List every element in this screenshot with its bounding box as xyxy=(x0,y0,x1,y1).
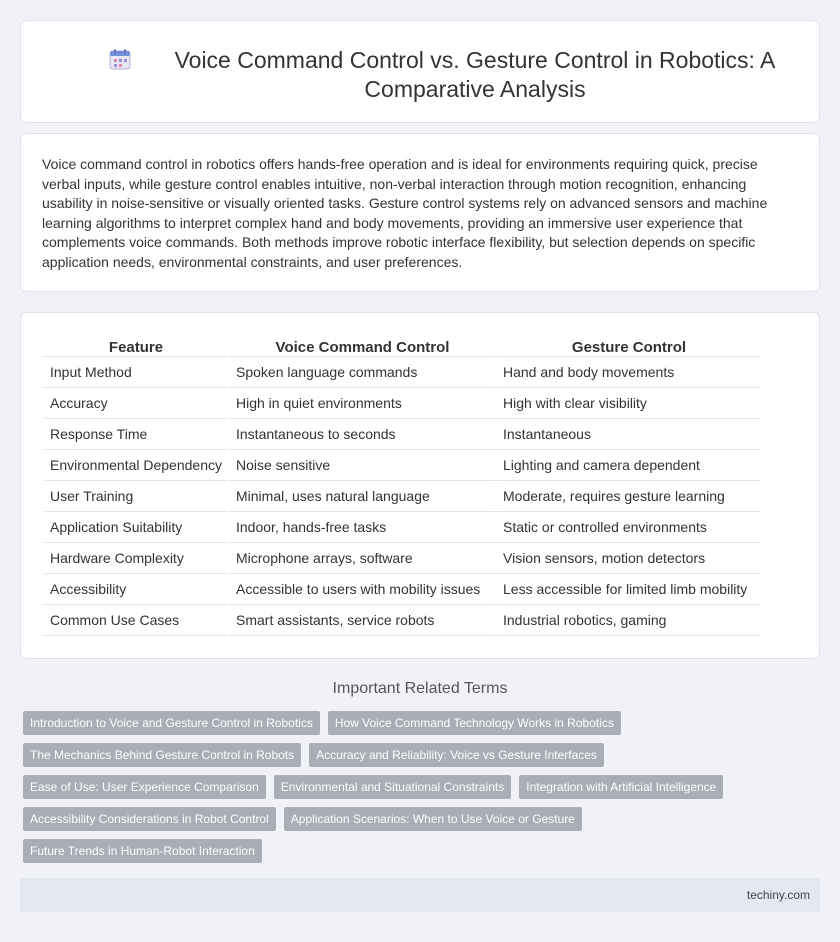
cell-voice: Microphone arrays, software xyxy=(230,543,495,574)
cell-feature: Accessibility xyxy=(44,574,228,605)
intro-paragraph: Voice command control in robotics offers hands-free operation and is ideal for environments requiring quick, precise verbal inputs, while gesture control enables intuitive, non-verbal interaction through motion recognition, enhancing usability in noise-sensitive or visually oriented tasks. Gesture control systems rely on advanced sensors and machine learning algorithms to interpret complex hand and body movements, providing an immersive user experience that complements voice commands. Both methods improve robotic interface flexibility, but selection depends on specific application needs, environmental constraints, and user preferences. xyxy=(42,156,768,270)
table-row xyxy=(44,450,761,481)
cell-gesture: Instantaneous xyxy=(497,419,761,450)
cell-feature: Environmental Dependency xyxy=(44,450,228,481)
related-term-link[interactable]: Ease of Use: User Experience Comparison xyxy=(23,775,266,799)
cell-gesture: Industrial robotics, gaming xyxy=(497,605,761,636)
related-term-link[interactable]: Application Scenarios: When to Use Voice or Gesture xyxy=(284,807,582,831)
cell-gesture: Hand and body movements xyxy=(497,357,761,388)
related-term-link[interactable]: Integration with Artificial Intelligence xyxy=(519,775,723,799)
table-body xyxy=(44,357,761,636)
table-row xyxy=(44,388,761,419)
cell-voice: Indoor, hands-free tasks xyxy=(230,512,495,543)
related-terms-heading: Important Related Terms xyxy=(332,680,508,697)
cell-feature: Response Time xyxy=(44,419,228,450)
cell-feature: User Training xyxy=(44,481,228,512)
cell-feature: Application Suitability xyxy=(44,512,228,543)
cell-feature: Input Method xyxy=(44,357,228,388)
table-header-row xyxy=(44,334,761,357)
cell-voice: Smart assistants, service robots xyxy=(230,605,495,636)
table-row xyxy=(44,605,761,636)
column-header-voice: Voice Command Control xyxy=(230,334,495,357)
column-header-feature: Feature xyxy=(44,334,228,357)
cell-voice: Spoken language commands xyxy=(230,357,495,388)
page-title: Voice Command Control vs. Gesture Control in Robotics: A Comparative Analysis xyxy=(174,47,776,102)
table-row xyxy=(44,574,761,605)
cell-gesture: Vision sensors, motion detectors xyxy=(497,543,761,574)
column-header-gesture: Gesture Control xyxy=(497,334,761,357)
related-term-link[interactable]: How Voice Command Technology Works in Robotics xyxy=(328,711,621,735)
table-row xyxy=(44,543,761,574)
cell-feature: Hardware Complexity xyxy=(44,543,228,574)
calendar-icon xyxy=(109,48,131,70)
related-term-link[interactable]: Accuracy and Reliability: Voice vs Gesture Interfaces xyxy=(309,743,604,767)
related-term-link[interactable]: Environmental and Situational Constraints xyxy=(274,775,511,799)
table-row xyxy=(44,419,761,450)
table-row xyxy=(44,481,761,512)
title-card xyxy=(20,20,820,123)
intro-card xyxy=(20,133,820,292)
related-term-link[interactable]: Introduction to Voice and Gesture Control in Robotics xyxy=(23,711,320,735)
cell-voice: Accessible to users with mobility issues xyxy=(230,574,495,605)
comparison-card xyxy=(20,312,820,659)
cell-gesture: Moderate, requires gesture learning xyxy=(497,481,761,512)
site-name[interactable]: techiny.com xyxy=(746,888,810,902)
table-row xyxy=(44,512,761,543)
related-terms-list xyxy=(23,711,803,863)
table-row xyxy=(44,357,761,388)
cell-gesture: Lighting and camera dependent xyxy=(497,450,761,481)
cell-gesture: Static or controlled environments xyxy=(497,512,761,543)
footer xyxy=(20,878,820,912)
related-term-link[interactable]: Future Trends in Human-Robot Interaction xyxy=(23,839,262,863)
cell-voice: Instantaneous to seconds xyxy=(230,419,495,450)
comparison-table xyxy=(42,334,763,636)
cell-feature: Accuracy xyxy=(44,388,228,419)
cell-voice: Minimal, uses natural language xyxy=(230,481,495,512)
cell-feature: Common Use Cases xyxy=(44,605,228,636)
cell-voice: Noise sensitive xyxy=(230,450,495,481)
cell-gesture: Less accessible for limited limb mobility xyxy=(497,574,761,605)
cell-gesture: High with clear visibility xyxy=(497,388,761,419)
related-term-link[interactable]: The Mechanics Behind Gesture Control in Robots xyxy=(23,743,301,767)
related-term-link[interactable]: Accessibility Considerations in Robot Control xyxy=(23,807,276,831)
cell-voice: High in quiet environments xyxy=(230,388,495,419)
